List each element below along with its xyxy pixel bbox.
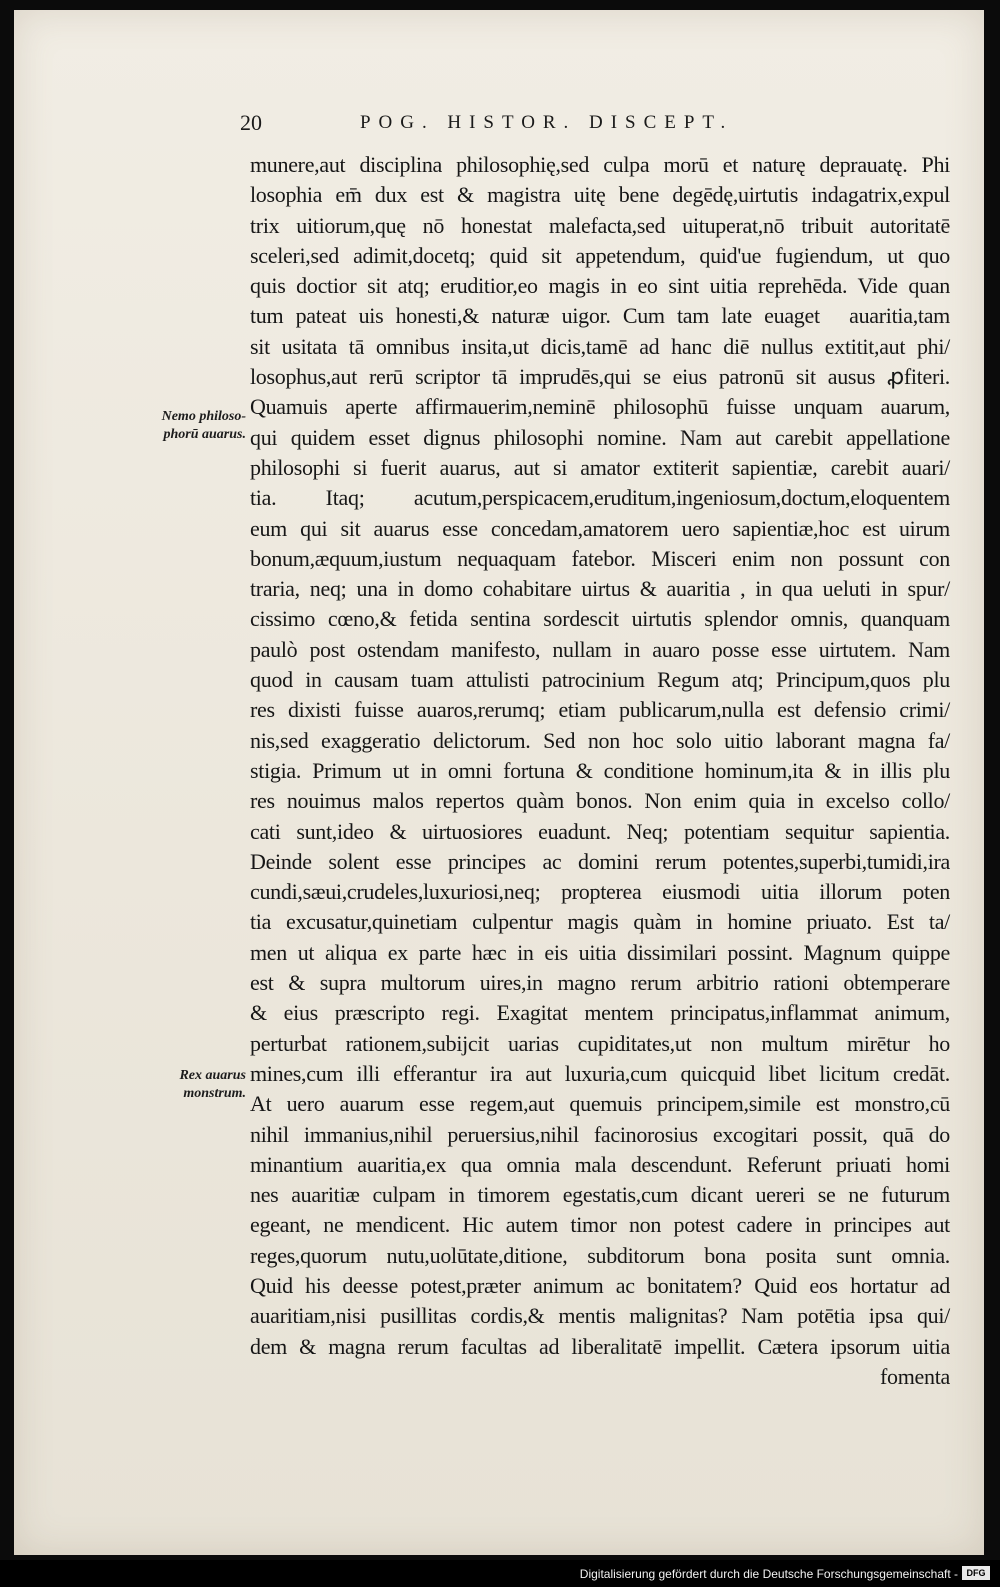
text-line: At uero auarum esse regem,aut quemuis principem,simile est monstro,cū — [250, 1091, 950, 1117]
text-line: egeant, ne mendicent. Hic autem timor non potest cadere in principes aut — [250, 1212, 950, 1238]
text-line: men ut aliqua ex parte hæc in eis uitia dissimilari possint. Magnum quippe — [250, 939, 950, 965]
marginal-note — [136, 1067, 246, 1103]
text-line: nihil immanius,nihil peruersius,nihil facinorosius excogitari possit, quā do — [250, 1121, 950, 1147]
text-line: losophus,aut rerū scriptor tā imprudēs,qui se eius patronū sit ausus ꝓfiteri. — [250, 364, 950, 390]
marginal-note-line: phorū auarus. — [163, 427, 246, 442]
text-line: Deinde solent esse principes ac domini rerum potentes,superbi,tumidi,ira — [250, 848, 950, 874]
text-line: paulò post ostendam manifesto, nullam in auaro posse esse uirtutem. Nam — [250, 636, 950, 662]
text-line: tia excusatur,quinetiam culpentur magis quàm in homine priuato. Est ta/ — [250, 909, 950, 935]
digitization-footer — [0, 1560, 1000, 1587]
text-line: est & supra multorum uires,in magno rerum arbitrio rationi obtemperare — [250, 970, 950, 996]
text-line: dem & magna rerum facultas ad liberalitatē impellit. Cætera ipsorum uitia — [250, 1333, 950, 1359]
page-number: 20 — [240, 110, 262, 135]
text-line: qui quidem esset dignus philosophi nomine. Nam aut carebit appellatione — [250, 424, 950, 450]
text-line: tum pateat uis honesti,& naturæ uigor. Cum tam late euagetᷓ auaritia,tam — [250, 303, 950, 329]
text-line: trix uitiorum,quę nō honestat malefacta,sed uituperat,nō tribuit autoritatē — [250, 212, 950, 238]
text-line: Quamuis aperte affirmauerim,neminē philosophū fuisse unquam auarum, — [250, 394, 950, 420]
dfg-logo: DFG — [962, 1566, 990, 1580]
body-text — [250, 150, 950, 1392]
text-line: mines,cum illi efferantur ira aut luxuria,cum quicquid libet licitum credāt. — [250, 1060, 950, 1086]
text-line: & eius præscripto regi. Exagitat mentem principatus,inflammat animum, — [250, 1000, 950, 1026]
running-head — [240, 105, 840, 141]
text-line: munere,aut disciplina philosophię,sed culpa morū et naturę deprauatę. Phi — [250, 152, 950, 177]
text-line: Quid his deesse potest,præter animum ac bonitatem? Quid eos hortatur ad — [250, 1272, 950, 1298]
text-line: bonum,æquum,iustum nequaquam fatebor. Misceri enim non possunt con — [250, 545, 950, 571]
text-line: nes auaritiæ culpam in timorem egestatis,cum dicant uereri se ne futurum — [250, 1182, 950, 1208]
text-line: minantium auaritia,ex qua omnia mala descendunt. Referunt priuati homi — [250, 1151, 950, 1177]
text-line: quod in causam tuam attulisti patrocinium Regum atq; Principum,quos plu — [250, 667, 950, 693]
marginal-note — [136, 408, 246, 444]
text-line: philosophi si fuerit auarus, aut si amator extiterit sapientiæ, carebit auari/ — [250, 454, 950, 480]
text-line: eum qui sit auarus esse concedam,amatorem uero sapientiæ,hoc est uirum — [250, 515, 950, 541]
text-line: perturbat rationem,subijcit uarias cupiditates,ut non multum mirētur ho — [250, 1030, 950, 1056]
text-line: sceleri,sed adimit,docetq; quid sit appetendum, quid'ue fugiendum, ut quo — [250, 242, 950, 268]
funding-credit: Digitalisierung gefördert durch die Deutsche Forschungsgemeinschaft - — [579, 1567, 958, 1581]
text-line: reges,quorum nutu,uolūtate,ditione, subditorum bona posita sunt omnia. — [250, 1242, 950, 1268]
text-line: fomenta — [880, 1363, 950, 1389]
text-line: tia. Itaq; acutum,perspicacem,eruditum,ingeniosum,doctum,eloquentem — [250, 485, 950, 511]
marginal-note-line: Rex auarus — [179, 1068, 246, 1083]
text-line: cissimo cœno,& fetida sentina sordescit uirtutis splendor omnis, quanquam — [250, 606, 950, 632]
text-line: losophia em̄ dux est & magistra uitę bene degēdę,uirtutis indagatrix,expul — [250, 182, 950, 208]
text-line: sit usitata tā omnibus insita,ut dicis,tamē ad hanc diē nullus extitit,aut phi/ — [250, 333, 950, 359]
text-line: cati sunt,ideo & uirtuosiores euadunt. Neq; potentiam sequitur sapientia. — [250, 818, 950, 844]
text-line: res nouimus malos repertos quàm bonos. Non enim quia in excelso collo/ — [250, 788, 950, 814]
marginal-note-line: monstrum. — [183, 1086, 246, 1101]
text-line: nis,sed exaggeratio delictorum. Sed non hoc solo uitio laborant magna fa/ — [250, 727, 950, 753]
text-line: res dixisti fuisse auaros,rerumq; etiam publicarum,nulla est defensio crimi/ — [250, 697, 950, 723]
text-line: quis doctior sit atq; eruditior,eo magis in eo sint uitia reprehēda. Vide quan — [250, 273, 950, 299]
text-line: auaritiam,nisi pusillitas cordis,& mentis malignitas? Nam potētia ipsa qui/ — [250, 1303, 950, 1329]
text-line: stigia. Primum ut in omni fortuna & conditione hominum,ita & in illis plu — [250, 757, 950, 783]
marginal-note-line: Nemo philoso- — [161, 409, 246, 424]
text-line: traria, neq; una in domo cohabitare uirtus & auaritia , in qua ueluti in spur/ — [250, 576, 950, 602]
text-line: cundi,sæui,crudeles,luxuriosi,neq; propterea eiusmodi uitia illorum poten — [250, 879, 950, 905]
running-title: POG. HISTOR. DISCEPT. — [360, 112, 734, 133]
